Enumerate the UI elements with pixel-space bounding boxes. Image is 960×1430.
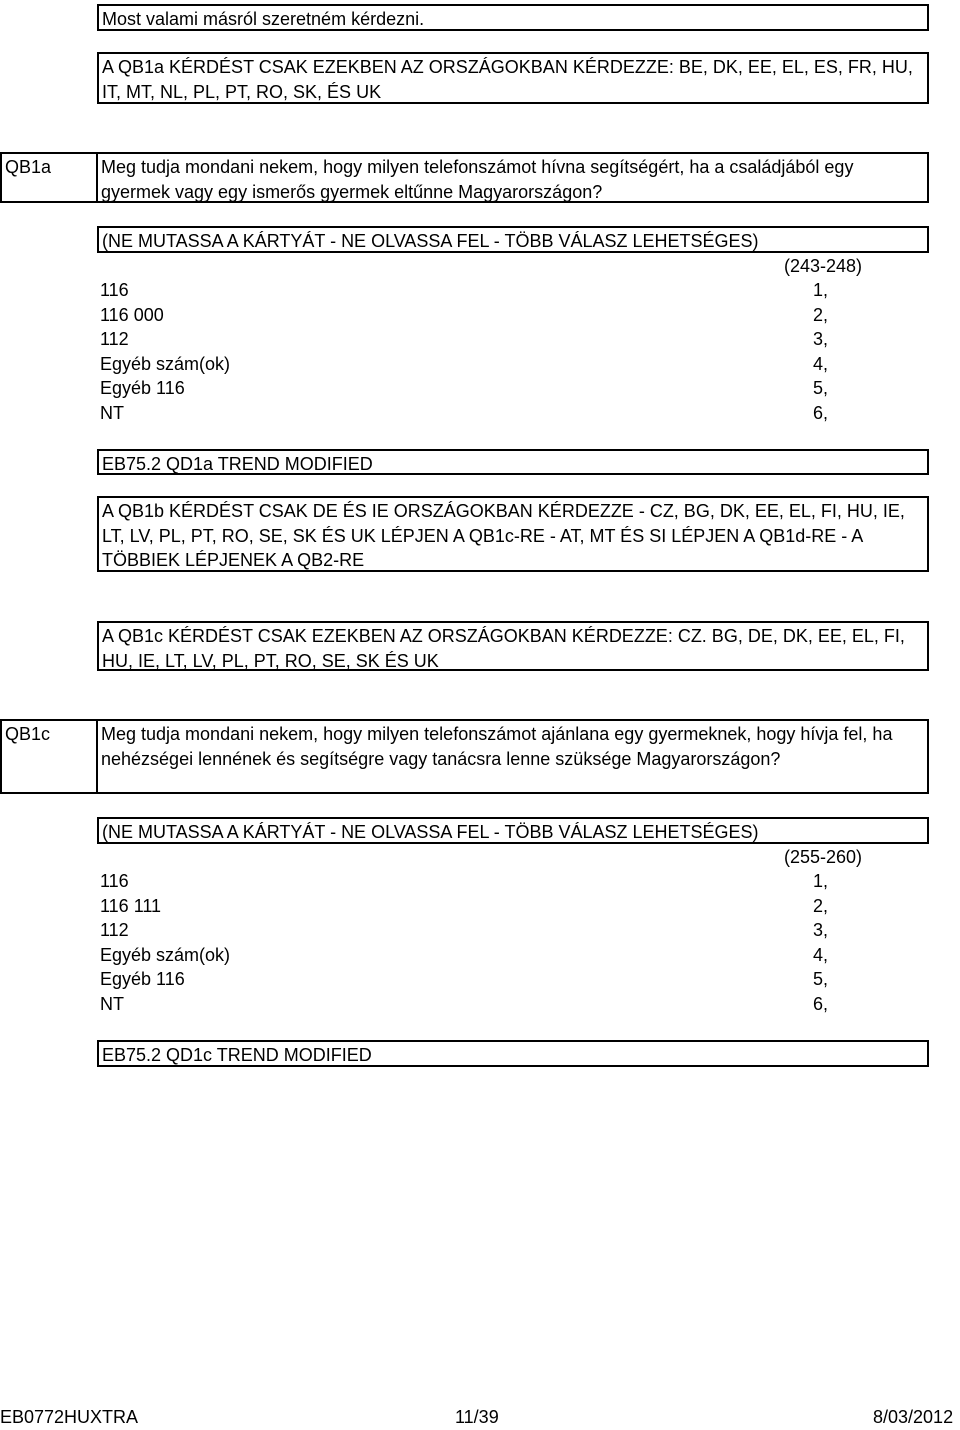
answer-option — [100, 352, 828, 377]
qb1a-id-box — [0, 152, 98, 203]
answer-label: NT — [100, 993, 124, 1014]
qb1c-filter-text: A QB1c KÉRDÉST CSAK EZEKBEN AZ ORSZÁGOKBAN KÉRDEZZE: CZ. BG, DE, DK, EE, EL, FI, HU, IE, LT, LV, PL, PT, RO, SE, SK ÉS UK — [102, 626, 905, 671]
qb1a-instruction: (NE MUTASSA A KÁRTYÁT - NE OLVASSA FEL - TÖBB VÁLASZ LEHETSÉGES) — [102, 231, 759, 251]
footer-date: 8/03/2012 — [873, 1407, 954, 1427]
answer-label: 112 — [100, 920, 129, 940]
footer-doc-id: EB0772HUXTRA — [0, 1407, 139, 1427]
answer-label: Egyéb 116 — [100, 969, 185, 989]
answer-option — [100, 278, 828, 303]
qb1c-question-box — [96, 719, 929, 794]
answer-label: NT — [100, 402, 124, 423]
answer-label: 116 — [100, 871, 129, 891]
answer-option — [100, 376, 828, 401]
answer-option — [100, 869, 828, 894]
answer-code: 4, — [812, 944, 828, 965]
answer-option — [100, 992, 828, 1017]
qb1a-columns: (243-248) — [783, 256, 862, 276]
answer-option — [100, 943, 828, 968]
qb1a-question: Meg tudja mondani nekem, hogy milyen telefonszámot hívna segítségért, ha a családjából egy gyermek vagy egy ismerős gyermek eltűnne Magyarországon? — [101, 157, 854, 202]
answer-code: 6, — [812, 993, 828, 1014]
answer-label: Egyéb 116 — [100, 378, 185, 398]
qb1a-question-box — [96, 152, 929, 203]
qb1a-id: QB1a — [5, 157, 52, 177]
answer-option — [100, 303, 828, 328]
answer-option — [100, 327, 828, 352]
qb1c-id-box — [0, 719, 98, 794]
answer-code: 6, — [812, 402, 828, 423]
header-note: Most valami másról szeretném kérdezni. — [102, 9, 425, 29]
qb1a-trend: EB75.2 QD1a TREND MODIFIED — [102, 454, 373, 474]
answer-code: 3, — [812, 920, 828, 940]
answer-code: 1, — [812, 280, 828, 300]
answer-label: 116 111 — [100, 895, 162, 916]
answer-option — [100, 918, 828, 943]
qb1c-instruction: (NE MUTASSA A KÁRTYÁT - NE OLVASSA FEL - TÖBB VÁLASZ LEHETSÉGES) — [102, 822, 759, 842]
answer-label: Egyéb szám(ok) — [100, 944, 231, 965]
answer-code: 4, — [812, 353, 828, 374]
qb1a-filter-box — [97, 52, 929, 104]
answer-label: 112 — [100, 329, 129, 349]
qb1c-columns: (255-260) — [783, 847, 862, 867]
qb1b-filter-text: A QB1b KÉRDÉST CSAK DE ÉS IE ORSZÁGOKBAN KÉRDEZZE - CZ, BG, DK, EE, EL, FI, HU, IE, LT, LV, PL, PT, RO, SE, SK ÉS UK LÉPJEN A QB1c-RE - AT, MT ÉS SI LÉPJEN A QB1d-RE - A TÖBBIEK LÉPJENEK A QB2-RE — [102, 501, 905, 570]
answer-option — [100, 401, 828, 426]
qb1c-trend: EB75.2 QD1c TREND MODIFIED — [102, 1045, 372, 1065]
answer-code: 2, — [812, 895, 828, 916]
answer-code: 1, — [812, 871, 828, 891]
answer-option — [100, 967, 828, 992]
answer-label: 116 — [100, 280, 129, 300]
footer-page-number: 11/39 — [455, 1407, 499, 1427]
qb1a-trend-box — [97, 449, 929, 475]
qb1c-filter-box — [97, 621, 929, 671]
answer-code: 2, — [812, 304, 828, 325]
answer-code: 5, — [812, 378, 828, 398]
answer-option — [100, 894, 828, 919]
qb1a-filter-text: A QB1a KÉRDÉST CSAK EZEKBEN AZ ORSZÁGOKBAN KÉRDEZZE: BE, DK, EE, EL, ES, FR, HU, IT, MT, NL, PL, PT, RO, SK, ÉS UK — [102, 57, 913, 102]
header-note-box — [97, 4, 929, 31]
answer-label: 116 000 — [100, 304, 164, 325]
answer-code: 5, — [812, 969, 828, 989]
qb1c-question: Meg tudja mondani nekem, hogy milyen telefonszámot ajánlana egy gyermeknek, hogy hívja fel, ha nehézségei lennének és segítségre vagy tanácsra lenne szüksége Magyarországon? — [101, 724, 893, 769]
qb1c-id: QB1c — [5, 724, 51, 744]
qb1b-filter-box — [97, 496, 929, 572]
answer-code: 3, — [812, 329, 828, 349]
qb1a-instruction-box — [97, 226, 929, 253]
answer-label: Egyéb szám(ok) — [100, 353, 231, 374]
qb1c-instruction-box — [97, 817, 929, 844]
qb1c-trend-box — [97, 1040, 929, 1067]
